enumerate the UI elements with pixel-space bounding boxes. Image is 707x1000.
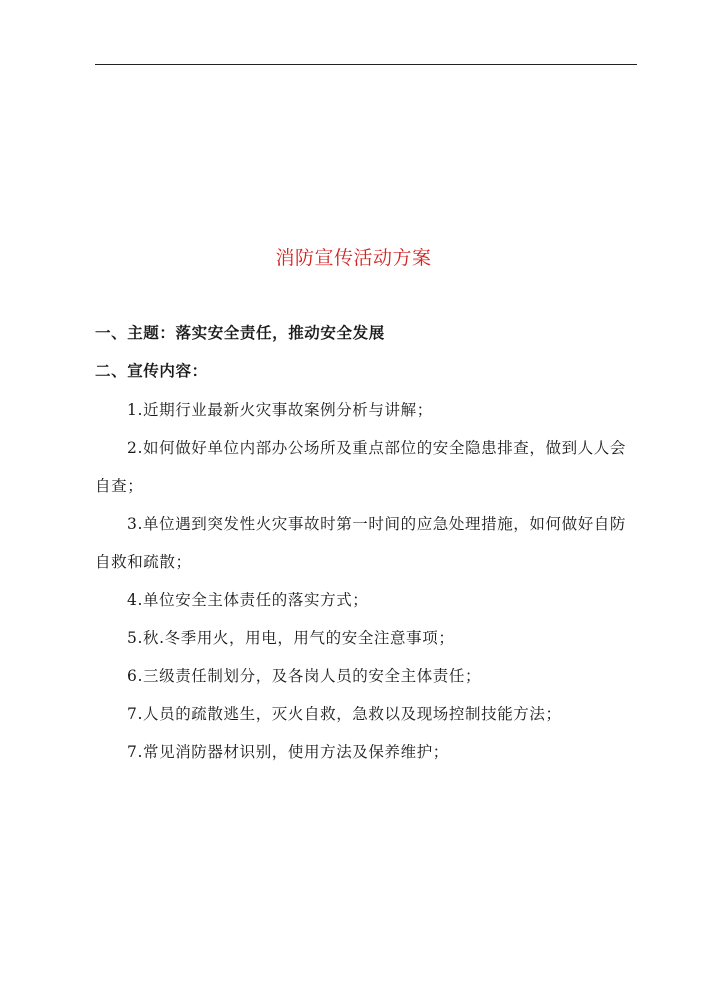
- content-item-7: 7.人员的疏散逃生，灭火自救，急救以及现场控制技能方法；: [127, 705, 562, 723]
- content-item-6: 6.三级责任制划分，及各岗人员的安全主体责任；: [127, 667, 482, 685]
- content-item-2-continued: 自查；: [95, 477, 144, 495]
- content-item-5: 5.秋.冬季用火，用电，用气的安全注意事项；: [127, 629, 455, 647]
- section-theme: 一、主题：落实安全责任，推动安全发展: [95, 323, 385, 342]
- content-item-3: 3.单位遇到突发性火灾事故时第一时间的应急处理措施，如何做好自防: [127, 515, 626, 533]
- content-item-3-continued: 自救和疏散；: [95, 553, 192, 571]
- content-item-2: 2.如何做好单位内部办公场所及重点部位的安全隐患排查，做到人人会: [127, 439, 626, 457]
- content-item-8: 7.常见消防器材识别，使用方法及保养维护；: [127, 743, 449, 761]
- content-item-1: 1.近期行业最新火灾事故案例分析与讲解；: [127, 401, 433, 419]
- content-item-4: 4.单位安全主体责任的落实方式；: [127, 591, 369, 609]
- document-title: 消防宣传活动方案: [275, 247, 432, 269]
- section-content-heading: 二、宣传内容：: [95, 361, 208, 380]
- header-rule: [95, 64, 637, 65]
